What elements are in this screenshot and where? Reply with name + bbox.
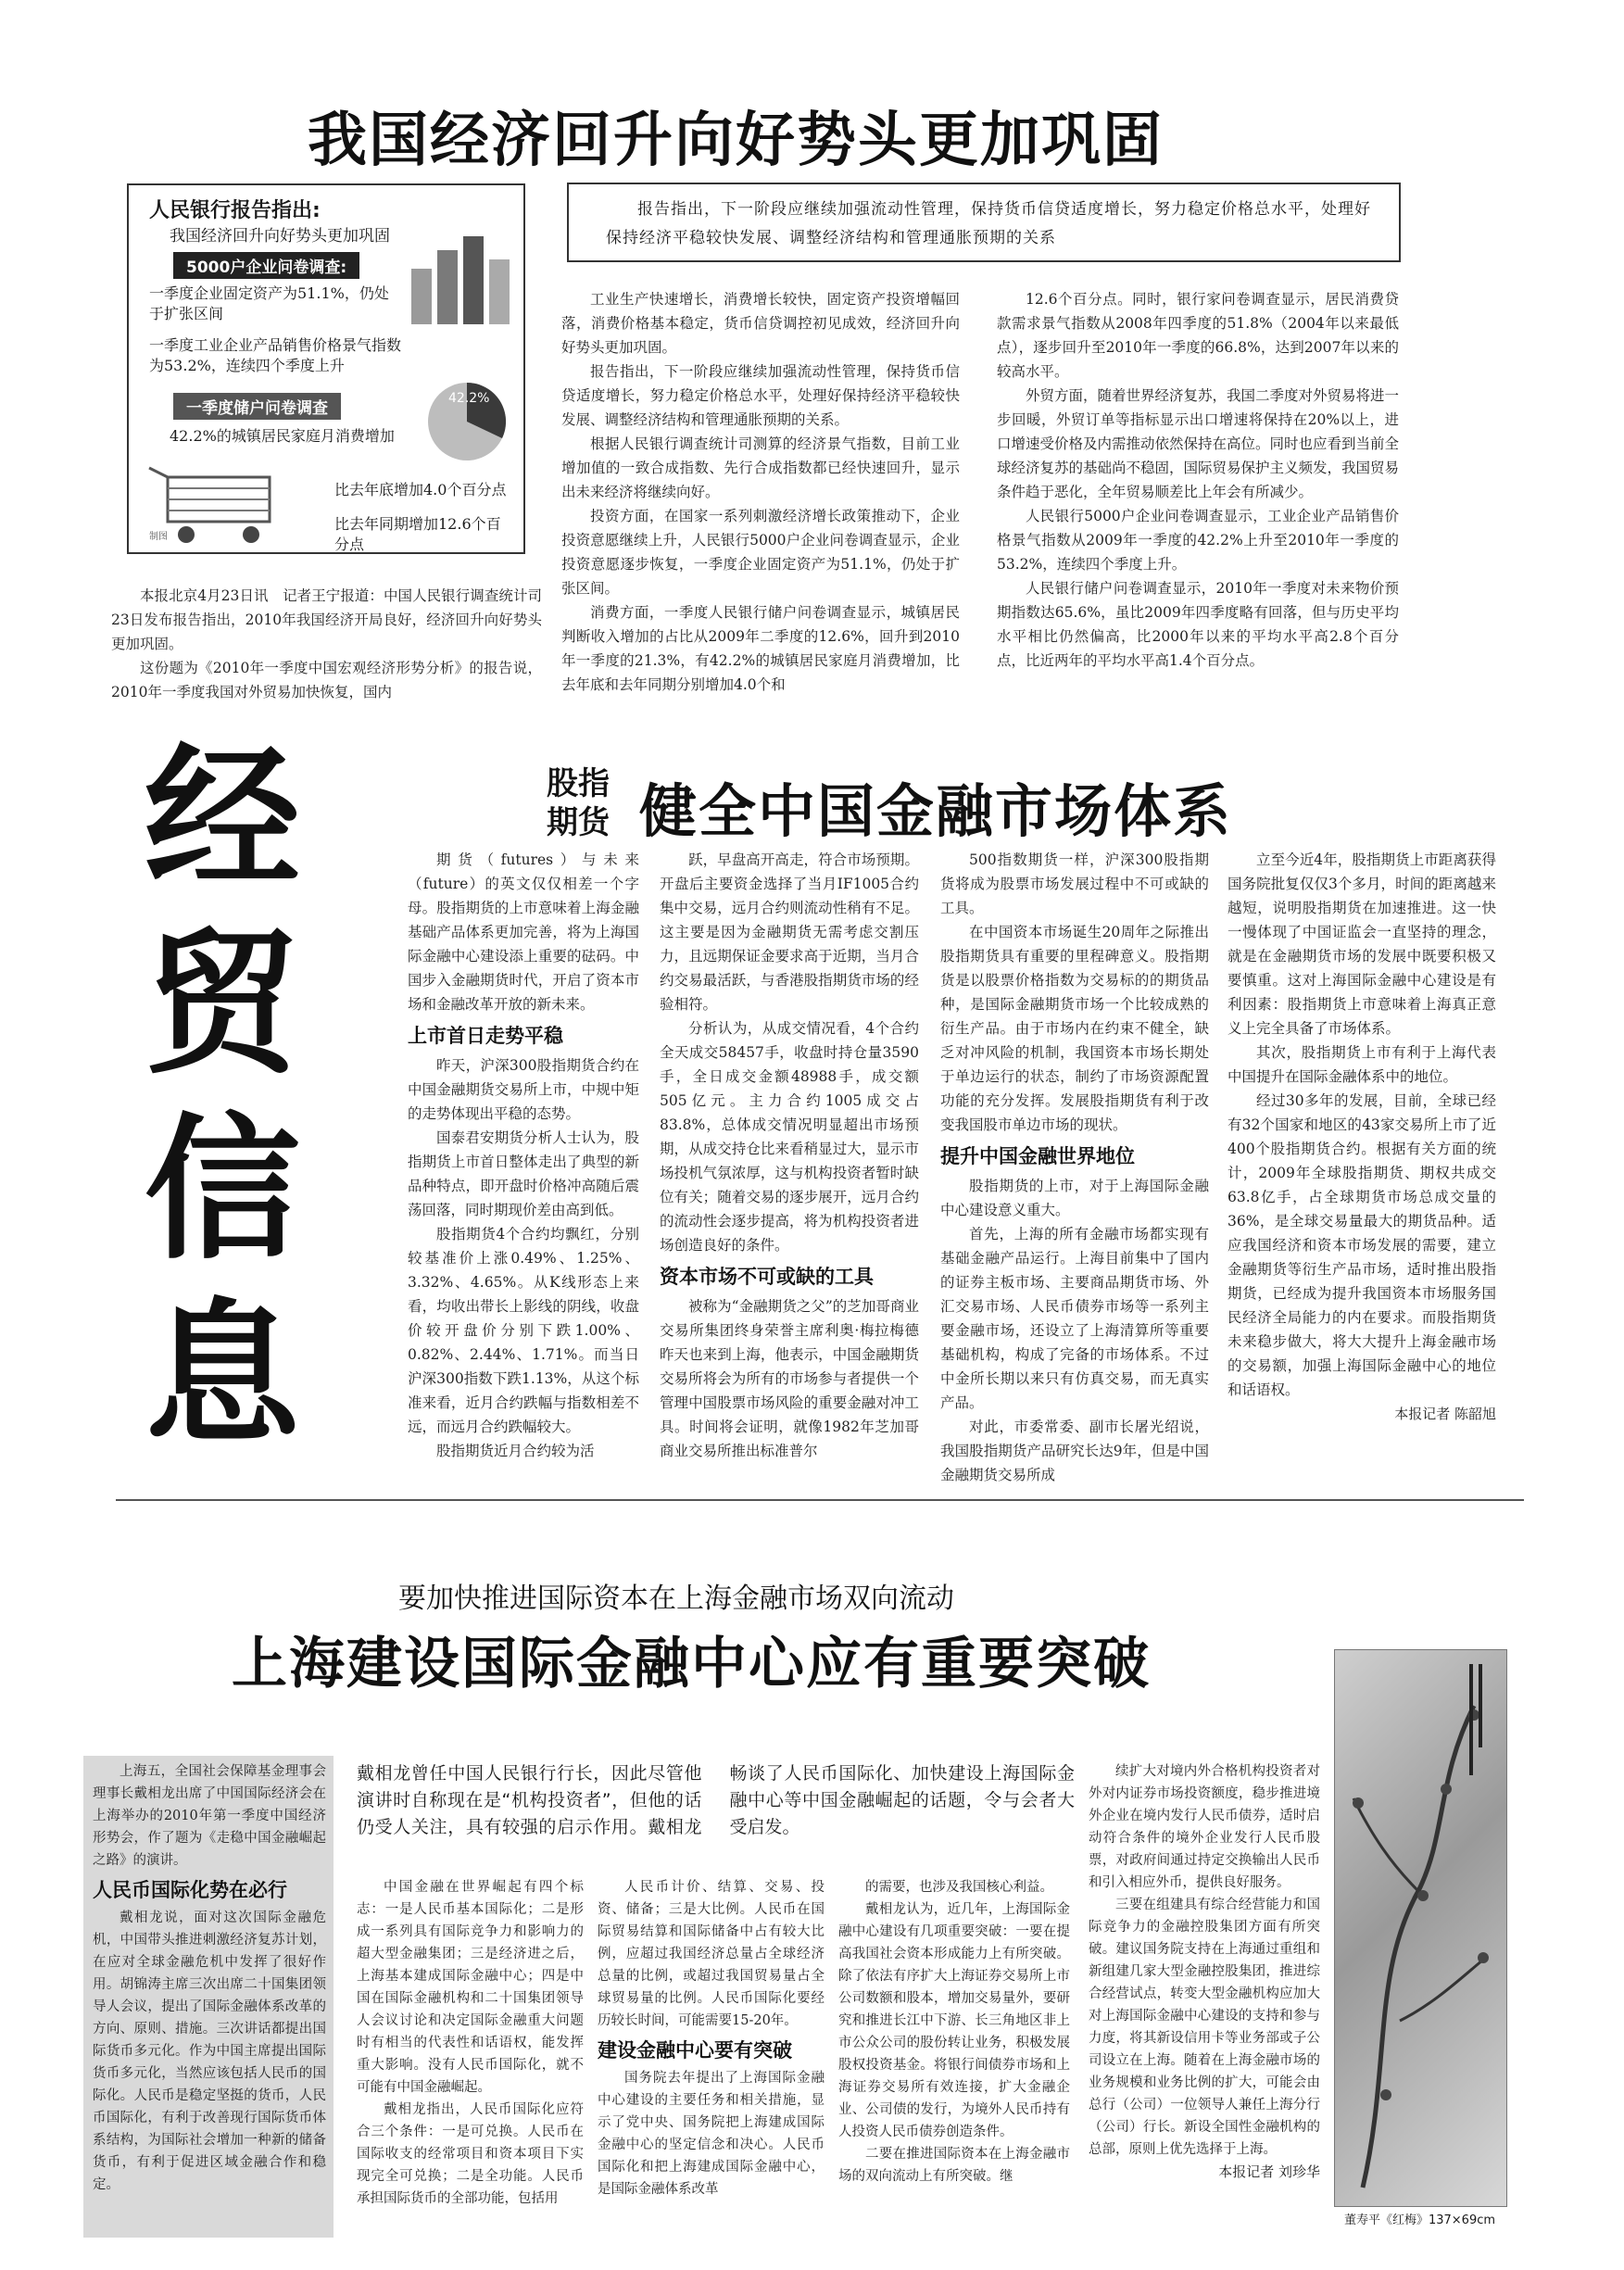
bar-graphic-icon (402, 232, 518, 334)
article2-kicker-line2: 期货 (547, 804, 610, 841)
paragraph: 三要在组建具有综合经营能力和国际竞争力的金融控股集团方面有所突破。建议国务院支持在上海通过重组和新组建几家大型金融控股集团，推进综合经营试点，转变大型金融机构应加大对上海国际金融中心建设的支持和参与力度，将其新设信用卡等业务部或子公司设立在上海。随着在上海金融市场的业务规模和业务比例的扩大，可能会由总行（公司）一位领导人兼任上海分行（公司）行长。新设全国性金融机构的总部，原则上优先选择于上海。 (1089, 1898, 1320, 2157)
paragraph: 报告指出，下一阶段应继续加强流动性管理，保持货币信贷适度增长，努力稳定价格总水平，处理好保持经济平稳较快发展、调整经济结构和管理通胀预期的关系。 (561, 363, 960, 428)
painting-caption: 董寿平《红梅》137×69cm (1334, 2210, 1505, 2227)
paragraph: 12.6个百分点。同时，银行家问卷调查显示，居民消费贷款需求景气指数从2008年四季度的51.8%（2004年以来最低点），逐步回升至2010年一季度的66.8%，达到2007年以来的较高水平。 (997, 291, 1399, 380)
article2-kicker-line1: 股指 (547, 765, 610, 802)
plum-blossom-painting (1334, 1649, 1507, 2207)
infobox-item1: 一季度企业固定资产为51.1%，仍处于扩张区间 (149, 284, 389, 322)
article1-summary-box (567, 183, 1401, 262)
article3-subhead-2: 建设金融中心要有突破 (598, 2039, 792, 2062)
paragraph: 中国金融在世界崛起有四个标志：一是人民币基本国际化；二是形成一系列具有国际竞争力和影响力的超大型金融集团；三是经济进之后，上海基本建成国际金融中心；四是中国在国际金融机构和二十国集团领导人会议讨论和决定国际金融重大问题时有相当的代表性和话语权，能发挥重大影响。没有人民币国际化，就不可能有中国金融崛起。 (357, 1880, 584, 2095)
infobox-item4: 比去年底增加4.0个百分点 (334, 481, 507, 498)
paragraph: 在中国资本市场诞生20周年之际推出股指期货具有重要的里程碑意义。股指期货是以股票价格指数为交易标的的期货品种，是国际金融期货市场一个比较成熟的衍生产品。由于市场内在约束不健全，缺乏对冲风险的机制，我国资本市场长期处于单边运行的状态，制约了市场资源配置功能的充分发挥。发展股指期货有利于改变我国股市单边市场的现状。 (940, 924, 1209, 1133)
infobox-pie-value: 42.2% (448, 391, 490, 406)
article3-lead-column (93, 1760, 326, 2233)
paragraph: 人民银行5000户企业问卷调查显示，工业企业产品销售价格景气指数从2009年一季度的42.2%上升至2010年一季度的53.2%，连续四个季度上升。 (997, 508, 1399, 573)
paragraph: 500指数期货一样，沪深300股指期货将成为股票市场发展过程中不可或缺的工具。 (940, 851, 1209, 916)
paragraph: 股指期货的上市，对于上海国际金融中心建设意义重大。 (940, 1178, 1209, 1218)
infobox-title: 人民银行报告指出: (149, 199, 321, 222)
paragraph: 国泰君安期货分析人士认为，股指期货上市首日整体走出了典型的新品种特点，即开盘时价格冲高随后震荡回落，同时期现价差由高到低。 (408, 1129, 639, 1218)
article1-headline: 我国经济回升向好势头更加巩固 (308, 107, 1164, 175)
paragraph: 分析认为，从成交情况看，4个合约全天成交58457手，收盘时持仓量3590手，全日成交金额48988手，成交额505亿元。主力合约1005成交占83.8%，总体成交情况明显超出市场预期，从成交持仓比来看稍显过大，显示市场投机气氛浓厚，这与机构投资者暂时缺位有关；随着交易的逐步展开，远月合约的流动性会逐步提高，将为机构投资者进场创造良好的条件。 (660, 1020, 919, 1254)
paragraph: 根据人民银行调查统计司测算的经济景气指数，目前工业增加值的一致合成指数、先行合成指数都已经快速回升，显示出未来经济将继续向好。 (561, 435, 960, 500)
shopping-cart-icon (149, 468, 288, 547)
paragraph: 首先，上海的所有金融市场都实现有基础金融产品运行。上海目前集中了国内的证券主板市场、主要商品期货市场、外汇交易市场、人民币债券市场等一系列主要金融市场，还设立了上海清算所等重要基础机构，构成了完备的市场体系。不过中金所长期以来只有仿真交易，而无真实产品。 (940, 1226, 1209, 1411)
paragraph: 对此，市委常委、副市长屠光绍说，我国股指期货产品研究长达9年，但是中国金融期货交易所成 (940, 1419, 1209, 1483)
article2-column-3 (940, 848, 1209, 1483)
paragraph: 跃，早盘高开高走，符合市场预期。开盘后主要资金选择了当月IF1005合约集中交易，远月合约则流动性稍有不足。这主要是因为金融期货无需考虑交割压力，且远期保证金要求高于近期，当月合约交易最活跃，与香港股指期货市场的经验相符。 (660, 851, 919, 1013)
infobox-section1-label: 5000户企业问卷调查: (173, 252, 359, 279)
infobox-subtitle: 我国经济回升向好势头更加巩固 (170, 227, 390, 246)
article3-column-4 (838, 1876, 1070, 2238)
article2-subhead-2: 资本市场不可或缺的工具 (660, 1266, 874, 1288)
section-tag-char: 信 (145, 1099, 300, 1280)
paragraph: 其次，股指期货上市有利于上海代表中国提升在国际金融体系中的地位。 (1227, 1044, 1496, 1085)
paragraph: 本报北京4月23日讯 记者王宁报道：中国人民银行调查统计司23日发布报告指出，2010年我国经济开局良好，经济回升向好势头更加巩固。 (111, 587, 542, 652)
paragraph: 期货（futures）与未来（future）的英文仅仅相差一个字母。股指期货的上市意味着上海金融基础产品体系更加完善，将为上海国际金融中心建设添上重要的砝码。中国步入金融期货时代，开启了资本市场和金融改革开放的新未来。 (408, 851, 639, 1013)
article2-column-4 (1227, 848, 1496, 1450)
infobox-item5: 比去年同期增加12.6个百分点 (334, 515, 501, 553)
paragraph: 立至今近4年，股指期货上市距离获得国务院批复仅仅3个多月，时间的距离越来越短，说明股指期货在加速推进。这一快一慢体现了中国证监会一直坚持的理念，就是在金融期货市场的发展中既要积极又要慎重。这对上海国际金融中心建设是有利因素：股指期货上市意味着上海真正意义上完全具备了市场体系。 (1227, 851, 1496, 1037)
article2-headline: 健全中国金融市场体系 (639, 777, 1233, 845)
paragraph: 股指期货4个合约均飘红，分别较基准价上涨0.49%、1.25%、3.32%、4.65%。从K线形态上来看，均收出带长上影线的阴线，收盘价较开盘价分别下跌1.00%、0.82%、2.44%、1.71%。而当日沪深300指数下跌1.13%，从这个标准来看，近月合约跌幅与指数相差不远，而远月合约跌幅较大。 (408, 1226, 639, 1435)
article1-column-3 (997, 287, 1399, 700)
paragraph: 的需要，也涉及我国核心利益。 (865, 1880, 1053, 1895)
paragraph: 人民银行储户问卷调查显示，2010年一季度对未来物价预期指数达65.6%，虽比2009年四季度略有回落，但与历史平均水平相比仍然偏高，比2000年以来的平均水平高2.8个百分点，比近两年的平均水平高1.4个百分点。 (997, 580, 1399, 669)
section-tag-char: 贸 (145, 914, 300, 1095)
paragraph: 戴相龙认为，近几年，上海国际金融中心建设有几项重要突破：一要在提高我国社会资本形成能力上有所突破。除了依法有序扩大上海证券交易所上市公司数额和股本，增加交易量外，要研究和推进长江中下游、长三角地区非上市公众公司的股份转让业务，积极发展股权投资基金。将银行间债券市场和上海证券交易所有效连接，扩大金融企业、公司债的发行，为境外人民币持有人投资人民币债券创造条件。 (838, 1902, 1070, 2139)
section-divider (116, 1499, 1524, 1501)
paragraph: 国务院去年提出了上海国际金融中心建设的主要任务和相关措施，显示了党中央、国务院把上海建成国际金融中心的坚定信念和决心。人民币国际化和把上海建成国际金融中心，是国际金融体系改革 (598, 2071, 825, 2197)
article3-column-2 (357, 1876, 584, 2238)
article1-column-2 (561, 287, 960, 700)
article2-subhead-3: 提升中国金融世界地位 (940, 1145, 1135, 1167)
paragraph: 上海五，全国社会保障基金理事会理事长戴相龙出席了中国国际经济会在上海举办的2010年第一季度中国经济形势会，作了题为《走稳中国金融崛起之路》的演讲。 (93, 1764, 326, 1868)
paragraph: 经过30多年的发展，目前，全球已经有32个国家和地区的43家交易所上市了近400个股指期货合约。根据有关方面的统计，2009年全球股指期货、期权共成交63.8亿手，占全球期货市场总成交量的36%，是全球交易量最大的期货品种。适应我国经济和资本市场发展的需要，建立金融期货等衍生产品市场，适时推出股指期货，已经成为提升我国资本市场服务国民经济全局能力的内在要求。而股指期货未来稳步做大，将大大提升上海金融市场的交易额，加强上海国际金融中心的地位和话语权。 (1227, 1092, 1496, 1398)
infobox-item2: 一季度工业企业产品销售价格景气指数为53.2%，连续四个季度上升 (149, 336, 402, 374)
infobox-section2-label: 一季度储户问卷调查 (173, 393, 341, 420)
article2-column-1 (408, 848, 639, 1459)
paragraph: 戴相龙说，面对这次国际金融危机，中国带头推进刺激经济复苏计划，在应对全球金融危机中发挥了很好作用。胡锦涛主席三次出席二十国集团领导人会议，提出了国际金融体系改革的方向、原则、措施。三次讲话都提出国际货币多元化。作为中国主席提出国际货币多元化，当然应该包括人民币的国际化。人民币是稳定坚挺的货币，人民币国际化，有利于改善现行国际货币体系结构，为国际社会增加一种新的储备货币，有利于促进区域金融合作和稳定。 (93, 1911, 326, 2192)
article3-subhead-1: 人民币国际化势在必行 (93, 1879, 287, 1901)
paragraph: 被称为“金融期货之父”的芝加哥商业交易所集团终身荣誉主席利奥·梅拉梅德昨天也来到上海，他表示，中国金融期货交易所将会为所有的市场参与者提供一个管理中国股票市场风险的重要金融对冲工具。时间将会证明，就像1982年芝加哥商业交易所推出标准普尔 (660, 1298, 919, 1459)
section-tag-char: 经 (145, 728, 300, 910)
article1-column-1 (111, 584, 542, 700)
paragraph: 二要在推进国际资本在上海金融市场的双向流动上有所突破。继 (838, 2147, 1070, 2184)
article3-kicker: 要加快推进国际资本在上海金融市场双向流动 (398, 1583, 954, 1615)
section-tag-char: 息 (145, 1284, 300, 1466)
paragraph: 股指期货近月合约较为活 (436, 1443, 595, 1459)
paragraph: 外贸方面，随着世界经济复苏，我国二季度对外贸易将进一步回暖，外贸订单等指标显示出口增速将保持在20%以上，进口增速受价格及内需推动依然保持在高位。同时也应看到当前全球经济复苏的基础尚不稳固，国际贸易保护主义频发，我国贸易条件趋于恶化，全年贸易顺差比上年会有所减少。 (997, 387, 1400, 500)
paragraph: 续扩大对境内外合格机构投资者对外对内证券市场投资额度，稳步推进境外企业在境内发行人民币债券，适时启动符合条件的境外企业发行人民币股票，对政府间通过持定交换输出人民币和引入相应外币，提供良好服务。 (1089, 1764, 1320, 1890)
paragraph: 消费方面，一季度人民银行储户问卷调查显示，城镇居民判断收入增加的占比从2009年二季度的12.6%，回升到2010年一季度的21.3%，有42.2%的城镇居民家庭月消费增加，比去年底和去年同期分别增加4.0个和 (561, 604, 960, 693)
article3-column-3 (598, 1876, 825, 2238)
infobox-item3: 42.2%的城镇居民家庭月消费增加 (170, 427, 395, 445)
article2-byline: 本报记者 陈韶旭 (1394, 1406, 1496, 1422)
paragraph: 昨天，沪深300股指期货合约在中国金融期货交易所上市，中规中矩的走势体现出平稳的态势。 (408, 1057, 639, 1122)
pie-graphic-icon (421, 375, 513, 468)
article2-column-2 (660, 848, 919, 1459)
plum-branch-icon (1335, 1650, 1506, 2206)
article1-infobox (127, 183, 525, 554)
article3-column-5 (1089, 1760, 1320, 2238)
article3-headline: 上海建设国际金融中心应有重要突破 (232, 1632, 1151, 1696)
infobox-credit: 制图 (149, 532, 168, 542)
article2-subhead-1: 上市首日走势平稳 (408, 1025, 563, 1047)
paragraph: 人民币计价、结算、交易、投资、储备；三是大比例。人民币在国际贸易结算和国际储备中占有较大比例，应超过我国经济总量占全球经济总量的比例，或超过我国贸易量占全球贸易量的比例。人民币国际化要经历较长时间，可能需要15-20年。 (598, 1880, 825, 2028)
paragraph: 这份题为《2010年一季度中国宏观经济形势分析》的报告说，2010年一季度我国对外贸易加快恢复，国内 (111, 660, 542, 700)
article3-byline: 本报记者 刘珍华 (1218, 2163, 1320, 2180)
paragraph: 投资方面，在国家一系列刺激经济增长政策推动下，企业投资意愿继续上升，人民银行5000户企业问卷调查显示，企业投资意愿逐步恢复，一季度企业固定资产为51.1%，仍处于扩张区间。 (561, 508, 960, 597)
article3-intro: 戴相龙曾任中国人民银行行长，因此尽管他演讲时自称现在是“机构投资者”，但他的话仍受人关注，具有较强的启示作用。戴相龙畅谈了人民币国际化、加快建设上海国际金融中心等中国金融崛起的话题，令与会者大受启发。 (357, 1763, 1075, 1837)
paragraph: 戴相龙指出，人民币国际化应符合三个条件：一是可兑换。人民币在国际收支的经常项目和资本项目下实现完全可兑换；二是全功能。人民币承担国际货币的全部功能，包括用 (357, 2102, 584, 2206)
paragraph: 工业生产快速增长，消费增长较快，固定资产投资增幅回落，消费价格基本稳定，货币信贷调控初见成效，经济回升向好势头更加巩固。 (561, 291, 960, 356)
article1-summary: 报告指出，下一阶段应继续加强流动性管理，保持货币信贷适度增长，努力稳定价格总水平，处理好保持经济平稳较快发展、调整经济结构和管理通胀预期的关系 (606, 200, 1371, 247)
